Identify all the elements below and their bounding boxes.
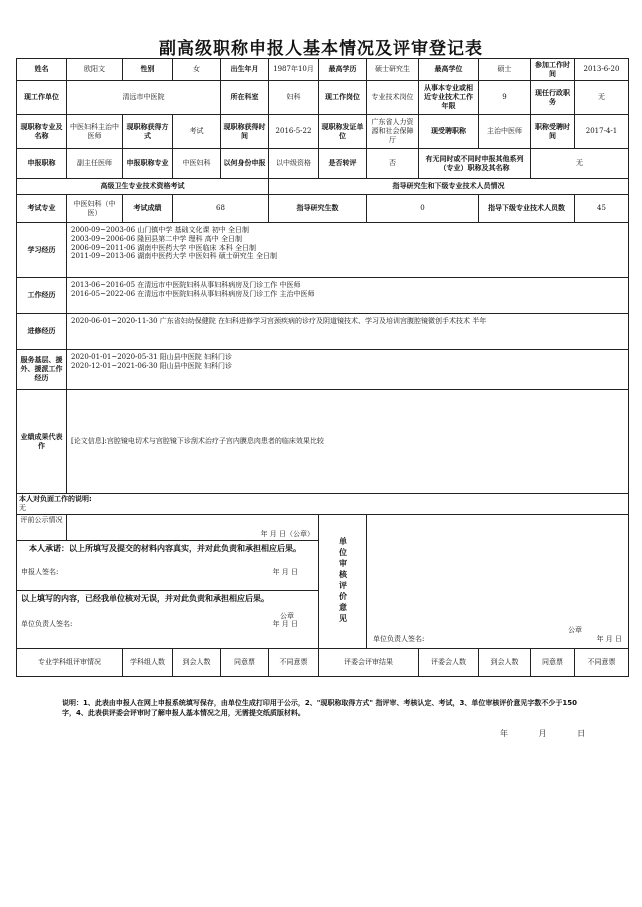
exam-row <box>17 195 629 223</box>
workstart-value: 2013-6-20 <box>575 59 629 81</box>
verify-seal: 公章 <box>280 611 294 620</box>
exam-score-label: 考试成绩 <box>123 195 173 223</box>
study-row <box>17 223 629 278</box>
get-time-value: 2016-5-22 <box>269 115 319 149</box>
achievement-label: 业绩成果代表作 <box>17 390 67 494</box>
unit-review-sign: 单位负责人签名: <box>373 634 425 643</box>
junior-count-value: 45 <box>575 195 629 223</box>
junior-count-label: 指导下级专业技术人员数 <box>479 195 575 223</box>
identity-value: 以中级资格 <box>269 149 319 179</box>
degree-label: 最高学位 <box>419 59 479 81</box>
name-value: 欧阳文 <box>67 59 123 81</box>
dept-label: 所在科室 <box>221 81 269 115</box>
pro-attend-label: 到会人数 <box>173 648 221 676</box>
service-content <box>67 350 629 390</box>
career-line: 2013-06~2016-05 在清远市中医院妇科从事妇科病房及门诊工作 中医师 <box>71 281 301 289</box>
study-line: 2011-09~2013-06 湖南中医药大学 中医妇科 硕士研究生 全日制 <box>71 252 277 261</box>
guide-section-header: 指导研究生和下级专业技术人员情况 <box>269 179 629 195</box>
unit-value: 清远市中医院 <box>67 81 221 115</box>
issuer-label: 现职称发证单位 <box>319 115 367 149</box>
pro-disagree-label: 不同意票 <box>269 648 319 676</box>
achievement-content: [论文信息]:宫腔镜电切术与宫腔镜下诊刮术治疗子宫内膜息肉患者的临床效果比较 <box>67 390 629 494</box>
unit-review-label: 单位审核评价意见 <box>338 537 348 625</box>
promise-text: 本人承诺：以上所填写及提交的材料内容真实，并对此负责和承担相应后果。 <box>29 543 301 553</box>
training-content <box>67 314 629 350</box>
unit-review-sign-row <box>373 635 622 644</box>
unit-review-date: 年 月 日 <box>596 634 622 643</box>
pro-agree-label: 同意票 <box>221 648 269 676</box>
committee-agree-label: 同意票 <box>531 648 575 676</box>
apply-major-value: 中医妇科 <box>173 149 221 179</box>
gender-value: 女 <box>173 59 221 81</box>
degree-value: 硕士 <box>479 59 531 81</box>
verify-sign: 单位负责人签名: <box>21 620 73 629</box>
get-time-label: 现职称获得时间 <box>221 115 269 149</box>
section-header-row <box>17 179 629 195</box>
apply-row <box>17 149 629 179</box>
career-content <box>67 278 629 314</box>
committee-result-label: 评委会评审结果 <box>319 648 419 676</box>
publicity-label: 评前公示情况 <box>17 514 67 540</box>
current-title-label: 现职称专业及名称 <box>17 115 67 149</box>
exam-major-value: 中医妇科（中医） <box>67 195 123 223</box>
grad-count-label: 指导研究生数 <box>269 195 367 223</box>
review-row <box>17 648 629 676</box>
hire-time-label: 职称受聘时间 <box>531 115 575 149</box>
study-content <box>67 223 629 278</box>
training-row <box>17 314 629 350</box>
negative-content <box>17 494 629 515</box>
verify-content <box>17 590 319 648</box>
exam-major-label: 考试专业 <box>17 195 67 223</box>
footer-date: 年 月 日 <box>500 729 586 738</box>
career-line: 2016-05~2022-06 在清远市中医院妇科从事妇科病房及门诊工作 主治中医师 <box>71 289 315 298</box>
transfer-value: 否 <box>367 149 419 179</box>
verify-sign-row <box>21 620 314 629</box>
pro-members-label: 学科组人数 <box>123 648 173 676</box>
promise-date: 年 月 日 <box>272 567 298 576</box>
current-title-row <box>17 115 629 149</box>
achievement-row <box>17 390 629 494</box>
hire-label: 现受聘职称 <box>419 115 479 149</box>
pro-review-label: 专业学科组评审情况 <box>17 648 123 676</box>
training-label: 进修经历 <box>17 314 67 350</box>
basic-info-row <box>17 59 629 81</box>
negative-text: 无 <box>19 503 26 512</box>
promise-content <box>17 540 319 590</box>
gender-label: 性别 <box>123 59 173 81</box>
hire-time-value: 2017-4-1 <box>575 115 629 149</box>
career-label: 工作经历 <box>17 278 67 314</box>
committee-disagree-label: 不同意票 <box>575 648 629 676</box>
service-label: 服务基层、援外、援派工作经历 <box>17 350 67 390</box>
post-value: 专业技术岗位 <box>367 81 419 115</box>
transfer-label: 是否转评 <box>319 149 367 179</box>
issuer-value: 广东省人力资源和社会保障厅 <box>367 115 419 149</box>
identity-label: 以何身份申报 <box>221 149 269 179</box>
study-line: 2003-09~2006-06 隆回县第二中学 理科 高中 全日制 <box>71 234 242 243</box>
page-title: 副高级职称申报人基本情况及评审登记表 <box>159 39 483 59</box>
years-value: 9 <box>479 81 531 115</box>
birth-label: 出生年月 <box>221 59 269 81</box>
training-line: 2020-06-01~2020-11-30 广东省妇幼保健院 在妇科进修学习宫颈疾病的诊疗及阴道镜技术、学习及培训宫腹腔镜微创手术技术 半年 <box>71 317 487 325</box>
negative-label: 本人对负面工作的说明: <box>19 495 92 503</box>
registration-form <box>16 58 629 677</box>
post-label: 现工作岗位 <box>319 81 367 115</box>
committee-attend-label: 到会人数 <box>479 648 531 676</box>
method-value: 考试 <box>173 115 221 149</box>
exam-section-header: 高级卫生专业技术资格考试 <box>17 179 269 195</box>
exam-score-value: 68 <box>173 195 269 223</box>
study-line: 2000-09~2003-06 山门镇中学 基础文化课 初中 全日制 <box>71 226 249 234</box>
admin-value: 无 <box>575 81 629 115</box>
verify-text: 以上填写的内容，已经我单位核对无误，并对此负责和承担相应后果。 <box>21 593 269 603</box>
service-line: 2020-12-01~2021-06-30 阳山县中医院 妇科门诊 <box>71 361 233 370</box>
study-line: 2006-09~2011-06 湖南中医药大学 中医临床 本科 全日制 <box>71 243 256 252</box>
current-title-value: 中医妇科主治中医师 <box>67 115 123 149</box>
work-info-row <box>17 81 629 115</box>
publicity-date: 年 月 日（公章） <box>67 514 319 540</box>
dept-value: 妇科 <box>269 81 319 115</box>
apply-major-label: 申报职称专业 <box>123 149 173 179</box>
unit-label: 现工作单位 <box>17 81 67 115</box>
promise-sign: 申报人签名: <box>21 567 59 576</box>
verify-date: 年 月 日 <box>272 620 298 629</box>
notes: 说明：1、此表由申报人在网上申报系统填写保存，由单位生成打印用于公示，2、"现职称取得方式" 指评审、考核认定、考试，3、单位审核评价意见字数不少于150字，4、此表供评委会评审时了解申报人基本情况之用，无需提交纸质版材料。 <box>62 699 577 718</box>
negative-row <box>17 494 629 515</box>
unit-review-content <box>367 514 629 648</box>
apply-title-label: 申报职称 <box>17 149 67 179</box>
edu-value: 硕士研究生 <box>367 59 419 81</box>
name-label: 姓名 <box>17 59 67 81</box>
unit-review-label-cell <box>319 514 367 648</box>
admin-label: 现任行政职务 <box>531 81 575 115</box>
study-label: 学习经历 <box>17 223 67 278</box>
workstart-label: 参加工作时间 <box>531 59 575 81</box>
birth-value: 1987年10月 <box>269 59 319 81</box>
grad-count-value: 0 <box>367 195 479 223</box>
committee-members-label: 评委会人数 <box>419 648 479 676</box>
apply-title-value: 副主任医师 <box>67 149 123 179</box>
career-row <box>17 278 629 314</box>
other-series-label: 有无同时或不同时申报其他系列（专业）职称及其名称 <box>419 149 531 179</box>
method-label: 现职称获得方式 <box>123 115 173 149</box>
promise-sign-row <box>21 568 314 577</box>
hire-value: 主治中医师 <box>479 115 531 149</box>
service-line: 2020-01-01~2020-05-31 阳山县中医院 妇科门诊 <box>71 353 233 361</box>
service-row <box>17 350 629 390</box>
edu-label: 最高学历 <box>319 59 367 81</box>
unit-review-seal: 公章 <box>568 626 582 634</box>
years-label: 从事本专业或相近专业技术工作年限 <box>419 81 479 115</box>
other-series-value: 无 <box>531 149 629 179</box>
publicity-row <box>17 514 629 540</box>
